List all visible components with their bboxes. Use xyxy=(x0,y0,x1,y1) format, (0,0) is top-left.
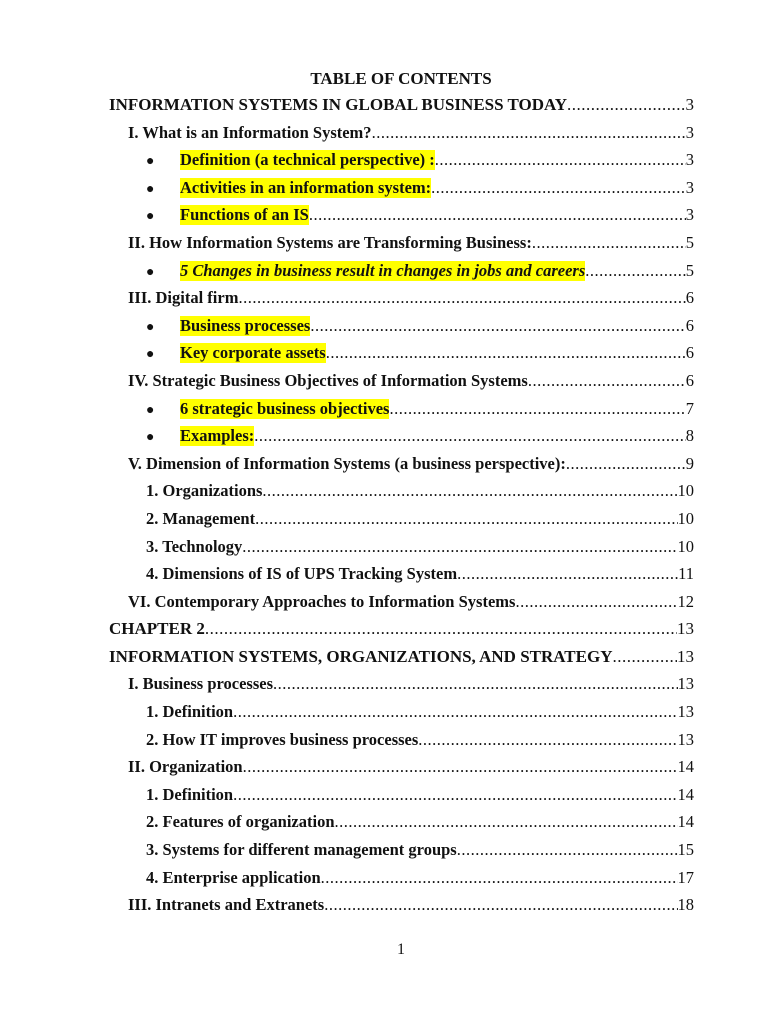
toc-entry[interactable] xyxy=(0,757,768,785)
toc-entry[interactable] xyxy=(0,674,768,702)
toc-entry-label: CHAPTER 2 xyxy=(109,619,205,639)
toc-entry-page: 5 xyxy=(685,232,694,252)
toc-entry-label: 3. Systems for different management groups xyxy=(146,840,457,860)
toc-entry-page: 6 xyxy=(685,343,694,363)
toc-entry-label: I. Business processes xyxy=(128,674,274,694)
toc-entry[interactable] xyxy=(0,702,768,730)
toc-entry-page: 7 xyxy=(685,398,694,418)
bullet-icon: ● xyxy=(146,430,155,446)
dot-leader xyxy=(585,261,685,281)
dot-leader xyxy=(566,454,686,474)
toc-entry[interactable] xyxy=(0,205,768,233)
dot-leader xyxy=(205,619,677,639)
toc-entry-label: 4. Enterprise application xyxy=(146,867,321,887)
toc-entry-label: Key corporate assets xyxy=(180,343,326,363)
toc-entry[interactable] xyxy=(0,426,768,454)
dot-leader xyxy=(242,537,677,557)
toc-entry-page: 14 xyxy=(677,784,694,804)
dot-leader xyxy=(431,178,686,198)
bullet-icon: ● xyxy=(146,347,155,363)
dot-leader xyxy=(612,647,677,667)
dot-leader xyxy=(238,288,685,308)
toc-entry[interactable] xyxy=(0,592,768,620)
toc-entry-page: 6 xyxy=(685,315,694,335)
toc-entry-label: 2. How IT improves business processes xyxy=(146,729,419,749)
toc-entry-label: 2. Features of organization xyxy=(146,812,335,832)
toc-entry-page: 3 xyxy=(685,122,694,142)
toc-entry-page: 6 xyxy=(685,288,694,308)
toc-entry-page: 11 xyxy=(678,564,694,584)
toc-entry[interactable] xyxy=(0,233,768,261)
dot-leader xyxy=(515,592,677,612)
toc-entry-page: 13 xyxy=(677,702,694,722)
toc-entry-label: 3. Technology xyxy=(146,536,243,556)
dot-leader xyxy=(326,343,686,363)
toc-entry[interactable] xyxy=(0,812,768,840)
toc-entry-label: IV. Strategic Business Objectives of Information Systems xyxy=(128,370,528,390)
toc-entry-page: 17 xyxy=(677,867,694,887)
dot-leader xyxy=(435,150,686,170)
dot-leader xyxy=(324,895,677,915)
dot-leader xyxy=(372,123,686,143)
bullet-icon: ● xyxy=(146,209,155,225)
toc-entry[interactable] xyxy=(0,481,768,509)
dot-leader xyxy=(273,674,677,694)
toc-entry-page: 13 xyxy=(677,729,694,749)
toc-entry[interactable] xyxy=(0,785,768,813)
toc-entry-label: 2. Management xyxy=(146,508,256,528)
toc-entry-label: 1. Definition xyxy=(146,702,234,722)
toc-entry[interactable] xyxy=(0,730,768,758)
dot-leader xyxy=(255,509,677,529)
toc-entry[interactable] xyxy=(0,150,768,178)
bullet-icon: ● xyxy=(146,402,155,418)
toc-entry-label: VI. Contemporary Approaches to Information Systems xyxy=(128,591,516,611)
toc-entry[interactable] xyxy=(0,509,768,537)
toc-entry-page: 18 xyxy=(677,895,694,915)
dot-leader xyxy=(418,730,677,750)
dot-leader xyxy=(321,868,678,888)
toc-entry[interactable] xyxy=(0,895,768,923)
dot-leader xyxy=(567,95,685,115)
toc-entry[interactable] xyxy=(0,343,768,371)
dot-leader xyxy=(243,757,678,777)
toc-entry[interactable] xyxy=(0,647,768,675)
toc-entry-label: INFORMATION SYSTEMS IN GLOBAL BUSINESS TODAY xyxy=(109,95,568,114)
toc-entry-label: Activities in an information system: xyxy=(180,177,432,197)
toc-entry[interactable] xyxy=(0,123,768,151)
toc-entry[interactable] xyxy=(0,564,768,592)
toc-entry-label: II. How Information Systems are Transforming Business: xyxy=(128,232,532,252)
toc-entry-page: 6 xyxy=(685,370,694,390)
toc-entry-page: 3 xyxy=(685,177,694,197)
toc-entry-label: 1. Definition xyxy=(146,784,234,804)
toc-title: TABLE OF CONTENTS xyxy=(310,69,492,88)
dot-leader xyxy=(310,316,685,336)
toc-entry[interactable] xyxy=(0,537,768,565)
toc-entry-label: 5 Changes in business result in changes in jobs and careers xyxy=(180,260,586,280)
dot-leader xyxy=(262,481,677,501)
toc-entry[interactable] xyxy=(0,316,768,344)
toc-entry[interactable] xyxy=(0,261,768,289)
toc-entry-page: 5 xyxy=(685,260,694,280)
toc-entry-page: 10 xyxy=(677,536,694,556)
toc-entry[interactable] xyxy=(0,371,768,399)
toc-entry-page: 13 xyxy=(677,619,694,639)
dot-leader xyxy=(389,399,685,419)
toc-entry-label: Business processes xyxy=(180,315,311,335)
toc-entry-label: 1. Organizations xyxy=(146,481,263,501)
toc-entry-page: 9 xyxy=(685,453,694,473)
bullet-icon: ● xyxy=(146,181,155,197)
bullet-icon: ● xyxy=(146,154,155,170)
toc-entry-list xyxy=(0,95,768,923)
dot-leader xyxy=(528,371,686,391)
toc-entry-page: 10 xyxy=(677,508,694,528)
toc-entry[interactable] xyxy=(0,840,768,868)
toc-entry[interactable] xyxy=(0,399,768,427)
toc-entry[interactable] xyxy=(0,288,768,316)
toc-entry-page: 12 xyxy=(677,591,694,611)
dot-leader xyxy=(532,233,686,253)
toc-entry-label: III. Intranets and Extranets xyxy=(128,895,325,915)
toc-entry-label: II. Organization xyxy=(128,757,243,777)
dot-leader xyxy=(335,812,678,832)
toc-entry-label: III. Digital firm xyxy=(128,288,239,308)
toc-entry-label: 4. Dimensions of IS of UPS Tracking System xyxy=(146,564,458,584)
dot-leader xyxy=(254,426,686,446)
dot-leader xyxy=(233,785,677,805)
toc-entry[interactable] xyxy=(0,178,768,206)
toc-entry-label: I. What is an Information System? xyxy=(128,122,372,142)
dot-leader xyxy=(309,205,686,225)
toc-entry-label: Examples: xyxy=(180,426,255,446)
toc-entry-page: 8 xyxy=(685,426,694,446)
toc-entry[interactable] xyxy=(0,95,768,123)
toc-entry-label: Functions of an IS xyxy=(180,205,309,225)
toc-entry[interactable] xyxy=(0,868,768,896)
toc-entry-page: 3 xyxy=(685,150,694,170)
dot-leader xyxy=(457,840,678,860)
toc-entry-label: INFORMATION SYSTEMS, ORGANIZATIONS, AND STRATEGY xyxy=(109,646,613,666)
toc-entry-page: 13 xyxy=(677,674,694,694)
bullet-icon: ● xyxy=(146,264,155,280)
toc-entry[interactable] xyxy=(0,619,768,647)
dot-leader xyxy=(233,702,677,722)
toc-entry-label: 6 strategic business objectives xyxy=(180,398,390,418)
toc-entry-page: 13 xyxy=(677,646,694,666)
toc-entry-page: 15 xyxy=(677,840,694,860)
toc-entry-label: Definition (a technical perspective) : xyxy=(180,150,435,170)
toc-entry[interactable] xyxy=(0,454,768,482)
toc-entry-label: V. Dimension of Information Systems (a business perspective): xyxy=(128,453,566,473)
toc-entry-page: 10 xyxy=(677,481,694,501)
bullet-icon: ● xyxy=(146,319,155,335)
toc-entry-page: 14 xyxy=(677,812,694,832)
toc-entry-page: 3 xyxy=(685,205,694,225)
toc-entry-page: 3 xyxy=(685,95,694,114)
toc-entry-page: 14 xyxy=(677,757,694,777)
dot-leader xyxy=(457,564,678,584)
page-number: 1 xyxy=(397,941,405,958)
